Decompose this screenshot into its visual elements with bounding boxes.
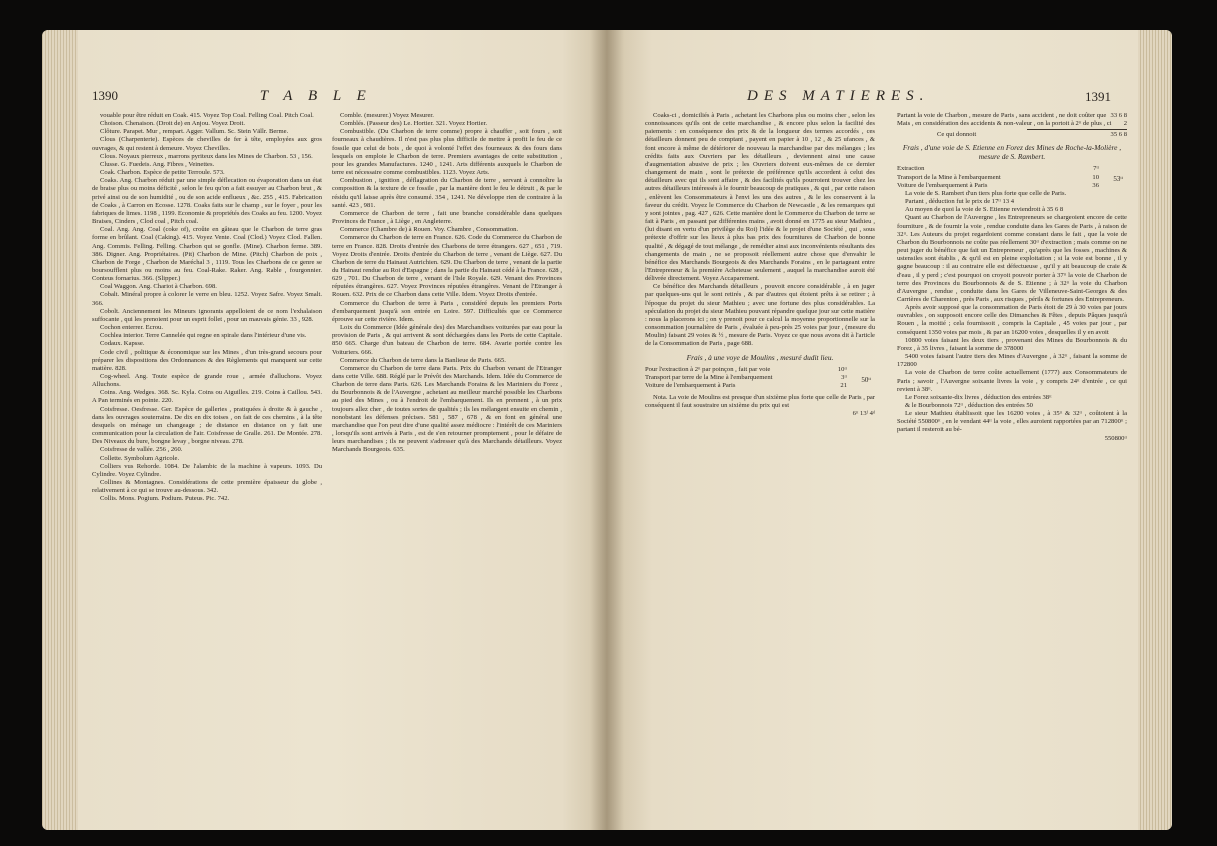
entry-paragraph: Comblés. (Passeur des) Le. Hortier. 321. Voyez Hortier. — [340, 120, 487, 128]
frais-row: Voiture de l'embarquement à Paris 36 — [897, 181, 1099, 189]
entry-paragraph: Après avoir supposé que la consommation de Paris étoit de 29 à 30 voies par jours ouvrables , on supposoit encore celle des Dimanches & Fêtes , depuis Pâques jusqu'à Rouen , la moitié ; cela fournissoit , compris la Capitale , 45 voies par jour , par conséquent 1350 voies par mois , & par an 16200 voies , desquelles il y en avoit — [897, 304, 1127, 336]
right-column-2 — [897, 112, 1127, 443]
entry-paragraph: Coak. Charbon. Espèce de petite Terroule. 573. — [100, 169, 225, 177]
frais-moulins-table — [645, 366, 875, 390]
left-running-head — [92, 88, 372, 105]
entry-paragraph: Cobolt. Anciennement les Mineurs ignorants appelloient de ce nom l'exhalaison suffocante , qui les prenoient pour un esprit follet , pour un mauvais génie. 33 , 928. — [92, 307, 322, 323]
right-head-title: DES MATIERES. — [747, 88, 930, 104]
sum-rule — [1027, 129, 1127, 130]
entry-paragraph: Coal Waggon. Ang. Chariot à Charbon. 698. — [100, 283, 217, 291]
right-column-1-text — [645, 112, 875, 349]
entry-paragraph: 10800 voies faisant les deux tiers , provenant des Mines du Bourbonnois & du Forez , à 35 livres , faisant la somme de 378000 — [897, 336, 1127, 352]
right-column-2-text — [897, 190, 1127, 435]
entry-paragraph: Collette. Symbolum Agricole. — [100, 454, 180, 462]
right-column-1 — [645, 112, 875, 418]
big-total: 550800ᵗᵗ — [1104, 434, 1127, 442]
entry-paragraph: Cochon enterrer. Ecrou. — [100, 324, 163, 332]
entry-paragraph: La voie de Charbon de terre coûte actuellement (1777) aux Consommateurs de Paris ; savoir , l'Auvergne soixante livres la voie , y compris 24ᵗᵗ d'entrée , ce qui revient à 38ᵗᵗ. — [897, 369, 1127, 393]
open-book — [42, 30, 1172, 830]
entry-paragraph: Commerce (Chambre de) à Rouen. Voy. Chambre , Consommation. — [340, 226, 519, 234]
frais-st-etienne-total: 53ᵗᵗ — [1113, 175, 1123, 184]
entry-paragraph: 5400 voies faisant l'autre tiers des Mines d'Auvergne , à 32ᵗᵗ , faisant la somme de 172800 — [897, 353, 1127, 369]
right-page — [607, 30, 1172, 830]
entry-paragraph: Coins. Ang. Wedges. 368. Sc. Kyla. Coins ou Aiguilles. 219. Coins à Caillou. 543. A Pan terminés en pointe. 220. — [92, 389, 322, 405]
left-head-title: T A B L E — [259, 88, 372, 104]
entry-paragraph: Comble. (mesurer.) Voyez Mesurer. — [340, 112, 434, 119]
entry-paragraph: Le Forez soixante-dix livres , déduction des entrées 38ᵗᵗ — [905, 393, 1052, 401]
left-page-number: 1390 — [92, 88, 118, 103]
frais-row: Transport de la Mine à l'embarquement 10 — [897, 173, 1099, 181]
right-page-number: 1391 — [1085, 89, 1111, 104]
entry-paragraph: Commerce du Charbon de terre en France. 626. Code du Commerce du Charbon de terre en France. 828. Droits d'entrée des Charbons de terre étrangers. 627 , 651 , 719. Voyez Droits d'entrée. Droits d'entrée du Charbon de terre , venant de Liège. 627. Du Charbon de terre du Hainaut Autrichien. 629. Du Charbon de terre , venant de la partie du Hainaut rendue au Roi d'Espagne ; dans la partie du Hainaut cédé à la France. 628 , 629 , 701. Du Charbon de terre , venant de l'Isle Royale. 629. Venant des Provinces réputées étrangères. 627. Voyez Provinces réputées étrangères. Venant de l'Etranger à Rouen. 632. Prix de ce Charbon dans cette Ville. Idem. Voyez Droits d'entrée. — [332, 234, 562, 299]
nota-value: 6ᵗᵗ 13ᶠ 4ᵈ — [852, 410, 875, 418]
entry-paragraph: Coal. Ang. Ang. Coal (coke of), croûte en gâteau que le Charbon de terre gras forme en brûlant. Coal (Caking). 415. Voyez Vente. Coal (Clod.) Voyez Clod. Fallen. Ang. Commis. Felling. Felling. Charbon qui se gonfle. (Mine). Charbon ferme. 389. 386. Digner. Ang. Propriétaires. (Pit) Charbon de Mine. (Pitch) Charbon de poix , Charbon de Forge , Charbon de Maréchal 3 , 1119. Tous les Charbons de ce genre se boursoufflent plus ou moins au feu. Coal-Rake. Raker. Ang. Rable , fourgonnier. Conteus fornarius. 366. (Slipper.) — [92, 226, 322, 283]
cost-row: Ce qui donnoit 35 6 8 — [937, 131, 1127, 139]
frais-row: Transport par terre de la Mine à l'embarquement 3ᵗᵗ — [645, 373, 847, 381]
nota-text: Nota. La voie de Moulins est presque d'un sixième plus forte que celle de Paris , par conséquent il faut soustraire un sixième du prix qui est — [645, 394, 875, 410]
entry-paragraph: Commerce de Charbon de terre , fait une branche considérable dans quelques Provinces de France , à Liège , en Angleterre. — [332, 209, 562, 226]
frais-row: Pour l'extraction à 2ᵗᵗ par poinçon , fait par voie 10ᵗᵗ — [645, 365, 847, 373]
left-page — [42, 30, 607, 830]
entry-paragraph: Collis. Mons. Pogium. Podium. Puteus. Pic. 742. — [100, 495, 230, 503]
entry-paragraph: Partant , déduction fut le prix de 17ᵗᵗ 13 4 — [905, 198, 1015, 206]
entry-paragraph: Cog-wheel. Ang. Toute espèce de grande roue , armée d'alluchons. Voyez Alluchons. — [92, 373, 322, 389]
entry-paragraph: Codaux. Kapsse. — [100, 340, 145, 348]
entry-paragraph: Clous (Charpenterie). Espèces de chevilles de fer à tête, employées aux gros ouvrages, & qui restent à demeure. Voyez Chevilles. — [92, 136, 322, 152]
entry-paragraph: Coaks. Ang. Charbon réduit par une simple déflecation ou évaporation dans un état de braise plus ou moins déficité , selon le feu qu'on a fait essuyer au Charbon brut , & privé ainsi ou de son humidité , ou de son acide enflueux , &c. 255 , 415. Fabrication de Coaks , à Carron en Ecosse. 1278. Coaks faits sur le champ , sur le foyer , pour les fabriques de limes. 1198 , 1199. Economie & propriétés des Coaks au feu. 1200. Voyez Braises, Cinders , Clod coal , Pitch coal. — [92, 177, 322, 226]
entry-paragraph: Coaks-ci , domiciliés à Paris , achetant les Charbons plus ou moins cher , selon les connoissances qu'ils ont de cette marchandise , & encore plus selon la facilité des paiements : en conséquence des prix & de la longueur des termes accordés , ces détailleurs donnent peu de comptant , payent en papier à 10 , 12 , & 25 ufances , & font encore à même de détériorer de nouveau la marchandise par des mélanges ; les crédits faits aux Ouvriers par les détailleurs , deviennent ainsi une cause d'augmentation abusive de prix ; les Ouvriers doivent eux-mêmes de ce dernier changement de main , sont le prétexte de préférence qu'ils accordent à celui des détailleurs avec qui ils sont affaire , & des facilités qu'ils pourroient trouver chez les autres détailleurs intéressés à le fournir beaucoup de pratiques , & qui , par cette raison , enlèvent les Consommateurs à l'envi les uns des autres , & le les conservent à la faveur du crédit. Voyez le Commerce du Charbon de Newcastle , & les remarques qui y sont jointes , pag. 427 , 626. Cette manière dont le Commerce du Charbon de terre se fait à Paris , en passant par différentes mains , avoit donné en 1775 au sieur Mathieu , (lui disant en vertu d'un privilège du Roi) l'idée & le projet d'une Société , qui , sous prétexte d'offrir sur les lieux à plus bas prix des fournitures de Charbon de bonne qualité , & dégagé de tout mélange , de remédier ainsi aux inconvénients résultants des changements de main , ne se proposoit réellement autre chose que d'envahir le bénéfice des Marchands Bourgeois & des Marchands Forains , en le partageant entre l'Entrepreneur & la première Acheteuse seulement , auquel la marchandise auroit été délivrée directement. Voyez Accaparement. — [645, 112, 875, 283]
entry-paragraph: Code civil , politique & économique sur les Mines , d'un très-grand secours pour préparer les dispositions des Ordonnances & des Règlements qui manquent sur cette matière. 828. — [92, 348, 322, 372]
frais-row: Extraction 7ᵗᵗ — [897, 165, 1099, 173]
entry-paragraph: Le sieur Mathieu établissoit que les 16200 voies , à 35ᵗᵗ & 32ᵗᵗ , coûtoient à la Société 550800ᵗᵗ , en le vendant 44ᵗᵗ la voie , elles auroient rapportées par an 712800ᵗᵗ ; partant il resteroit au bé- — [897, 410, 1127, 434]
frais-moulins-heading: Frais , à une voye de Moulins , mesuré dudit lieu. — [686, 352, 834, 362]
entry-paragraph: Combustible. (Du Charbon de terre comme) propre à chauffer , soit fours , soit fourneaux à chaudières. Il n'est pas plus plus difficile de mettre à profit le feu de ce fossile que celui de bois , de quoi à volonté l'effet des fourneaux & des fours dans lesquels on emploie le Charbon de terre. Premiers avantages de cette substitution , pour les grandes Manufactures. 1240 , 1241. Arts différents auxquels le Charbon de terre est nécessaire comme combustibles. 1123. Voyez Arts. — [332, 128, 562, 177]
entry-paragraph: Ce bénéfice des Marchands détailleurs , pouvoit encore considérable , à en juger par quelques-uns qui le sont retirés , & par d'autres qui étoient prêts à se retirer ; à l'époque du projet du sieur Mathieu ; avec une fortune des plus considérables. La spéculation du projet du sieur Mathieu pouvant répandre quelque jour sur cette matière : nous la placerons ici ; on y prenoit pour ce calcul la moyenne proportionnelle sur la consommation journalière de Paris , évaluée à peu-près 25 voies par jour , (mesure du Moulin) faisant 29 voies & ½ , mesure de Paris. Voyez ce que nous avons dit à l'article de la Consommation de Paris , page 688. — [645, 283, 875, 348]
frais-moulins-total: 50ᵗᵗ — [861, 375, 871, 384]
entry-paragraph: Coisfresse de vallée. 256 , 260. — [100, 446, 183, 454]
entry-paragraph: Colliers vus Rehorde. 1084. De l'alambic de la machine à vapeurs. 1093. Du Cylindre. Voyez Cylindre. — [92, 462, 322, 478]
left-page-edges — [42, 30, 78, 830]
frais-st-etienne-table — [897, 165, 1127, 189]
entry-paragraph: Commerce du Charbon de terre à Paris , considéré depuis les premiers Ports d'embarquement jusqu'à son entrée en Loire. 597. Difficultés que ce Commerce éprouve sur cette rivière. Idem. — [332, 299, 562, 323]
entry-paragraph: La voie de S. Rambert d'un tiers plus forte que celle de Paris. — [905, 189, 1067, 197]
book-gutter — [590, 30, 624, 830]
entry-paragraph: Clusse. G. Fuedeis. Ang. Fibres , Veinettes. — [100, 160, 215, 168]
entry-paragraph: Commerce du Charbon de terre dans la Banlieue de Paris. 665. — [340, 356, 506, 364]
right-page-edges — [1138, 30, 1172, 830]
entry-paragraph: Loix du Commerce (Idée générale des) des Marchandises voiturées par eau pour la provision de Paris , & qui arrivent & sont déchargées dans les Ports de cette Capitale. 850 665. Charge d'un bateau de Charbon de terre. 684. Avarie portée contre les Voituriers. 666. — [332, 324, 562, 356]
entry-paragraph: & le Bourbonnois 72ᵗᵗ , déduction des entrées 50 — [905, 402, 1033, 409]
entry-paragraph: Au moyen de quoi la voie de S. Etienne reviendroit à 35 6 8 — [905, 206, 1064, 214]
entry-paragraph: Clôture. Parapet. Mur , rempart. Agger. Vallum. Sc. Stein Vällr. Berme. — [100, 128, 289, 136]
entry-paragraph: Collines & Montagnes. Considérations de cette première épaisseur du globe , relativement à ce qui se trouve au-dessous. 342. — [92, 479, 322, 495]
left-column-2 — [332, 112, 562, 455]
cost-row: Mais , en considération des accidents & non-valeur , on la portoit à 2ᵗᵗ de plus , ci 2 — [897, 120, 1127, 128]
entry-paragraph: Commerce du Charbon de terre dans Paris. Prix du Charbon venant de l'Etranger dans cette Ville. 688. Réglé par le Prévôt des Marchands. Idem. Idée du Commerce de Charbon de terre dans Paris. 626. Les Marchands Forains & les Mariniers du Forez , du Bourbonnois & de l'Auvergne , achetant au meilleur marché possible les Charbons au pied des Mines , ou à l'endroit de l'embarquement. Ils en prennent , à un prix toujours allez cher , de toutes sortes de qualités ; ils les mélangent ensuite en chemin , nonobstant les défenses précises. 581 , 587 , 678 , & en font en général une marchandise que l'on peut dire d'une qualité assez médiocre : l'intérêt de ces Mariniers , lorsqu'ils sont arrivés à Paris , est de s'en retourner promptement , pour le défaire de leurs marchandises ; ils ne peuvent s'adresser qu'à des Marchands détailleurs. Voyez Marchands Bourgeois. 635. — [332, 364, 562, 454]
entry-paragraph: Coisfresse. Oesfresse. Ger. Espèce de galleries , pratiquées à droite & à gauche , dans les ouvrages souterrains. De dix en dix toises , on fait de ces chemins , à la tête desquels on ménage un changeage ; de distance en distance on y fait une communication pour la circulation de l'air. Coisfresse de Gralle. 261. De Montée. 278. Des Niveaux du bure, bongne levay , borgne niveau. 278. — [92, 405, 322, 446]
left-column-1 — [92, 112, 322, 504]
right-running-head — [647, 88, 1137, 105]
entry-paragraph: Clous. Noyaux pierreux , marrons pyriteux dans les Mines de Charbon. 53 , 156. — [100, 152, 313, 160]
cost-row: Partant la voie de Charbon , mesure de Paris , sans accident , ne doit coûter que 33 6 8 — [897, 112, 1127, 119]
entry-paragraph: Quant au Charbon de l'Auvergne , les Entrepreneurs se chargeoient encore de cette fourniture , & de fournir la voie , rendue conduite dans les Gares de Paris , à raison de 32ᵗᵗ. Les Auteurs du projet regardoient comme constant dans le fait , que la voie de Charbon du Bourbonnois ne coûte pas réellement 30ᵗᵗ d'extraction ; mais comme on ne peut juger du bénéfice que fait un Entrepreneur , qu'après que les fosses , machines & ustensiles sont établis , & qu'il est en pleine exploitation ; si la voie est bonne , il y gagne beaucoup : il au contraire elle est défectueuse , qu'il y ait beaucoup de craie & d'eau , il y perd ; c'est pourquoi on croyoit pouvoir porter à 37ᵗᵗ la voie de Charbon de terre des Provinces du Bourbonnois & de S. Etienne ; à 32ᵗᵗ la voie du Charbon d'Auvergne , rendue , conduite dans les Gares de Villeneuve-Saint-Georges & des Carrières de Charenton , près Paris , aux risques , périls & fortunes des Entrepreneurs. — [897, 214, 1127, 303]
entry-paragraph: Cobalt. Minéral propre à colorer le verre en bleu. 1252. Voyez Safre. Voyez Smalt. 366. — [92, 291, 322, 307]
frais-row: Voiture de l'embarquement à Paris 21 — [645, 381, 847, 389]
entry-paragraph: vouable pour être réduit en Coak. 415. Voyez Top Coal. Felling Coal. Pitch Coal. — [100, 112, 314, 119]
entry-paragraph: Combustion , ignition , déflagration du Charbon de terre , servant à connoître la composition & la texture de ce fossile , par la manière dont le feu le détruit , & par le résidu qu'il laisse après être consumé. 354 , 1241. Ne développe rien de contraire à la santé. 423 , 981. — [332, 177, 562, 209]
frais-st-etienne-heading: Frais , d'une voie de S. Etienne en Forez des Mines de Roche-la-Molière , mesure de S. Rambert. — [902, 143, 1122, 162]
entry-paragraph: Choison. Chenaison. (Droit de) en Anjou. Voyez Droit. — [100, 120, 245, 128]
entry-paragraph: Cochlea interior. Terre Cannelée qui regne en spirale dans l'intérieur d'une vis. — [100, 332, 307, 340]
